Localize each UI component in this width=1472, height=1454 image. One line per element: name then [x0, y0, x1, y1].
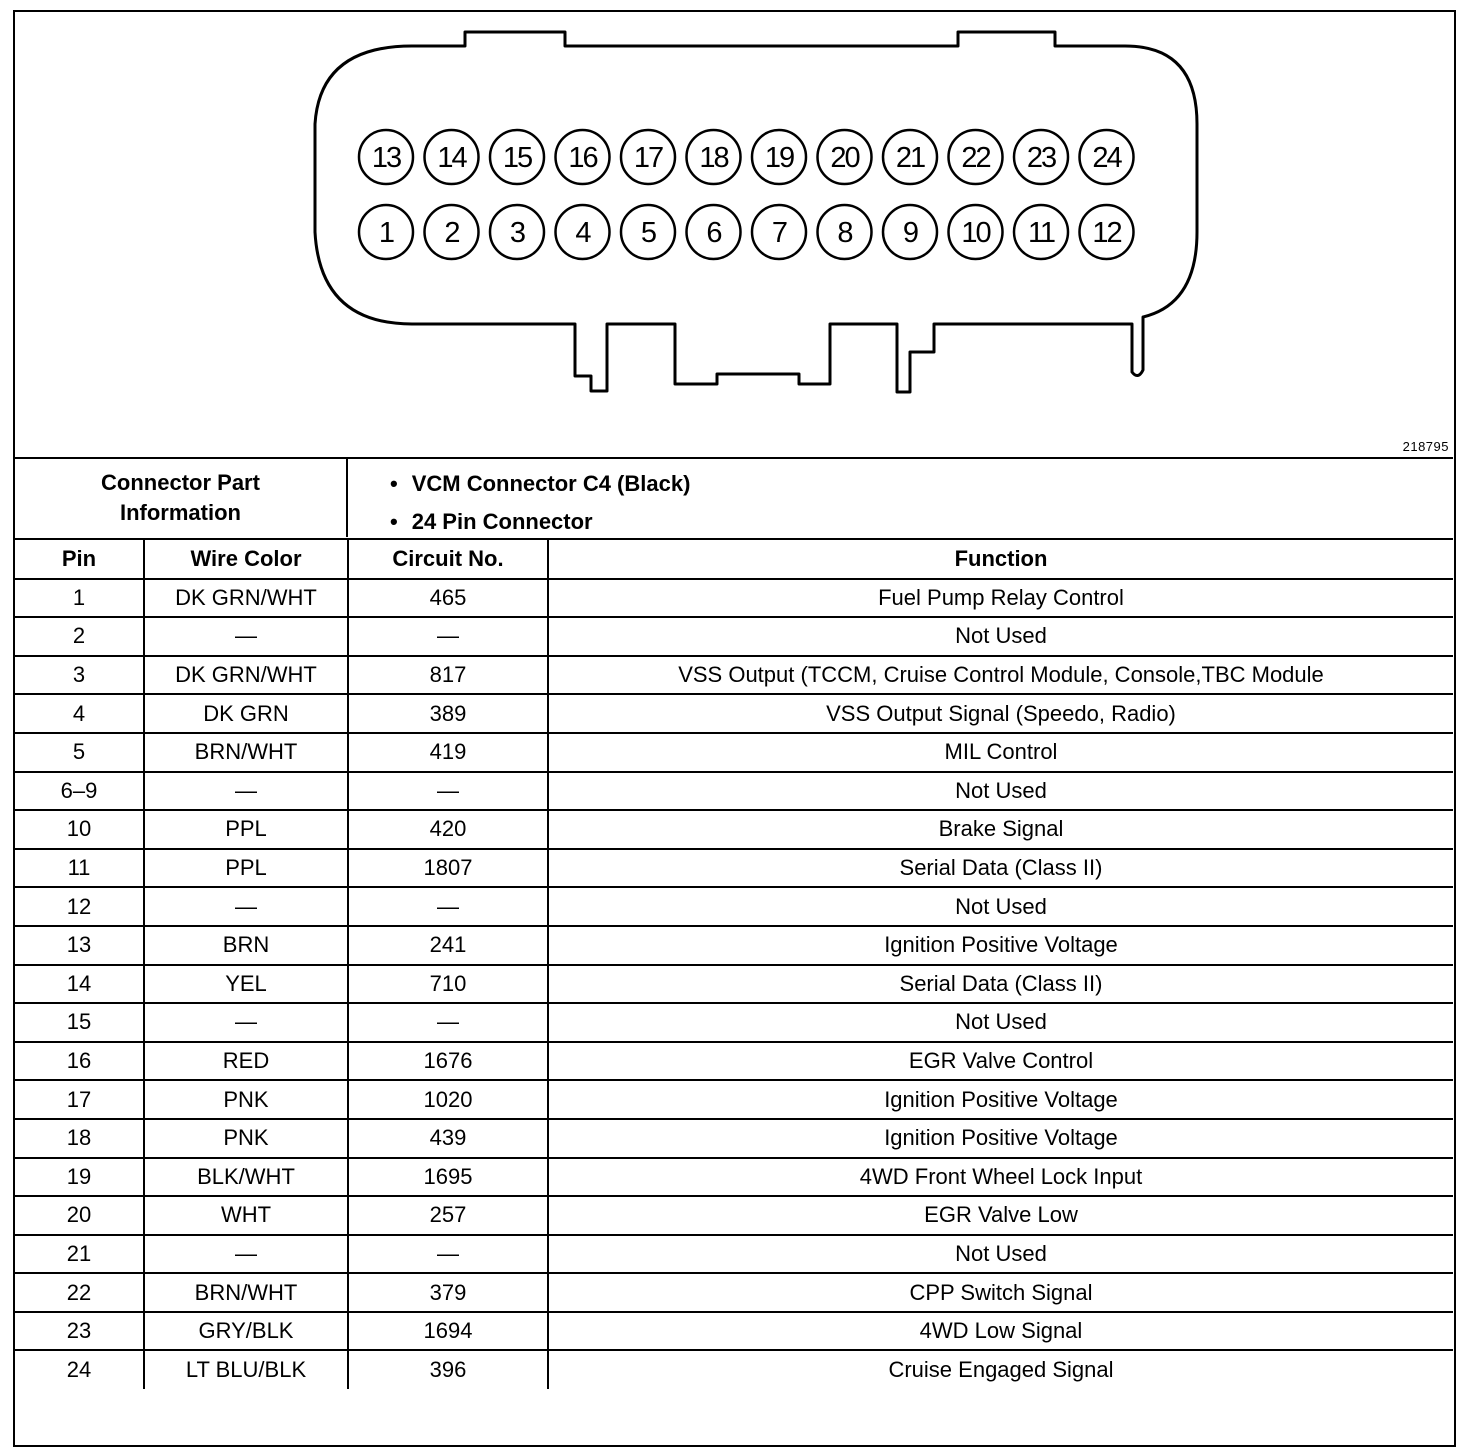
table-row [15, 694, 1453, 733]
cell-pin: 12 [15, 887, 144, 926]
cell-circuit-no: — [348, 1235, 548, 1274]
pin-number: 11 [1027, 217, 1055, 249]
table-row [15, 1273, 1453, 1312]
pin-number: 1 [378, 217, 394, 249]
cell-wire-color: YEL [144, 965, 348, 1004]
cell-circuit-no: 465 [348, 579, 548, 618]
pin-23 [1014, 130, 1068, 184]
cell-wire-color: BLK/WHT [144, 1158, 348, 1197]
table-row [15, 926, 1453, 965]
pin-10 [949, 205, 1003, 259]
pin-number: 19 [764, 142, 794, 174]
cell-circuit-no: — [348, 772, 548, 811]
cell-pin: 21 [15, 1235, 144, 1274]
cell-wire-color: PNK [144, 1080, 348, 1119]
connector-pinout-sheet [13, 10, 1456, 1447]
cell-pin: 22 [15, 1273, 144, 1312]
pin-number: 20 [830, 142, 859, 174]
cell-pin: 4 [15, 694, 144, 733]
info-bullet-connector-name: • VCM Connector C4 (Black) [390, 465, 690, 503]
pin-11 [1014, 205, 1068, 259]
cell-wire-color: DK GRN [144, 694, 348, 733]
cell-pin: 14 [15, 965, 144, 1004]
connector-info-bullets [390, 465, 690, 541]
pin-2 [425, 205, 479, 259]
table-row [15, 733, 1453, 772]
cell-wire-color: — [144, 772, 348, 811]
cell-function: Not Used [548, 1003, 1453, 1042]
connector-drawing [15, 12, 1453, 457]
header-pin: Pin [15, 540, 144, 579]
table-row [15, 1003, 1453, 1042]
cell-wire-color: — [144, 1003, 348, 1042]
cell-pin: 23 [15, 1312, 144, 1351]
cell-function: Ignition Positive Voltage [548, 1119, 1453, 1158]
cell-pin: 17 [15, 1080, 144, 1119]
cell-function: Not Used [548, 1235, 1453, 1274]
cell-wire-color: BRN/WHT [144, 1273, 348, 1312]
cell-pin: 5 [15, 733, 144, 772]
table-row [15, 617, 1453, 656]
cell-function: VSS Output (TCCM, Cruise Control Module, Console,TBC Module [548, 656, 1453, 695]
cell-function: EGR Valve Control [548, 1042, 1453, 1081]
table-row [15, 1235, 1453, 1274]
cell-function: Ignition Positive Voltage [548, 926, 1453, 965]
cell-wire-color: PPL [144, 810, 348, 849]
pin-8 [818, 205, 872, 259]
pin-1 [359, 205, 413, 259]
cell-circuit-no: 420 [348, 810, 548, 849]
cell-function: CPP Switch Signal [548, 1273, 1453, 1312]
cell-pin: 6–9 [15, 772, 144, 811]
cell-circuit-no: — [348, 1003, 548, 1042]
header-function: Function [548, 540, 1453, 579]
cell-pin: 1 [15, 579, 144, 618]
cell-pin: 15 [15, 1003, 144, 1042]
pin-21 [883, 130, 937, 184]
table-row [15, 1350, 1453, 1389]
table-row [15, 810, 1453, 849]
cell-function: Serial Data (Class II) [548, 965, 1453, 1004]
cell-function: Not Used [548, 772, 1453, 811]
pin-number: 16 [568, 142, 597, 174]
cell-function: VSS Output Signal (Speedo, Radio) [548, 694, 1453, 733]
cell-circuit-no: 241 [348, 926, 548, 965]
cell-wire-color: — [144, 1235, 348, 1274]
pin-number: 6 [706, 217, 721, 249]
figure-id: 218795 [1402, 439, 1449, 454]
cell-function: Fuel Pump Relay Control [548, 579, 1453, 618]
table-row [15, 1080, 1453, 1119]
cell-circuit-no: 1695 [348, 1158, 548, 1197]
pin-number: 21 [895, 142, 925, 174]
pinout-table [15, 540, 1453, 1389]
cell-circuit-no: 419 [348, 733, 548, 772]
cell-pin: 3 [15, 656, 144, 695]
table-row [15, 1119, 1453, 1158]
pin-3 [490, 205, 544, 259]
cell-pin: 11 [15, 849, 144, 888]
cell-pin: 2 [15, 617, 144, 656]
cell-circuit-no: — [348, 617, 548, 656]
cell-function: 4WD Front Wheel Lock Input [548, 1158, 1453, 1197]
pin-19 [752, 130, 806, 184]
pin-number: 23 [1026, 142, 1056, 174]
pin-number: 9 [902, 217, 918, 249]
cell-pin: 24 [15, 1350, 144, 1389]
cell-function: MIL Control [548, 733, 1453, 772]
cell-wire-color: DK GRN/WHT [144, 656, 348, 695]
pin-number: 17 [633, 142, 663, 174]
pin-number: 4 [575, 217, 590, 249]
pin-20 [818, 130, 872, 184]
cell-function: Not Used [548, 617, 1453, 656]
pin-number: 8 [837, 217, 852, 249]
pin-number: 18 [699, 142, 728, 174]
pin-15 [490, 130, 544, 184]
header-wire-color: Wire Color [144, 540, 348, 579]
table-row [15, 1042, 1453, 1081]
cell-wire-color: BRN/WHT [144, 733, 348, 772]
connector-outline [315, 32, 1197, 392]
cell-pin: 16 [15, 1042, 144, 1081]
pin-24 [1080, 130, 1134, 184]
cell-circuit-no: 817 [348, 656, 548, 695]
cell-circuit-no: 257 [348, 1196, 548, 1235]
cell-wire-color: PPL [144, 849, 348, 888]
table-row [15, 1158, 1453, 1197]
connector-face-diagram [15, 12, 1453, 459]
info-bullet-pin-count: • 24 Pin Connector [390, 503, 690, 541]
table-row [15, 579, 1453, 618]
pin-number: 12 [1092, 217, 1121, 249]
pin-number: 10 [961, 217, 990, 249]
pin-number: 2 [444, 217, 459, 249]
cell-function: 4WD Low Signal [548, 1312, 1453, 1351]
info-label-line1: Connector Part [101, 470, 260, 495]
pin-18 [687, 130, 741, 184]
table-header-row [15, 540, 1453, 579]
cell-circuit-no: 1694 [348, 1312, 548, 1351]
cell-wire-color: — [144, 887, 348, 926]
pin-number: 24 [1092, 142, 1121, 174]
cell-wire-color: DK GRN/WHT [144, 579, 348, 618]
cell-circuit-no: 439 [348, 1119, 548, 1158]
info-label-line2: Information [119, 500, 241, 525]
pin-number: 13 [371, 142, 401, 174]
cell-pin: 13 [15, 926, 144, 965]
table-row [15, 656, 1453, 695]
pin-13 [359, 130, 413, 184]
cell-wire-color: GRY/BLK [144, 1312, 348, 1351]
cell-function: Not Used [548, 887, 1453, 926]
cell-circuit-no: 396 [348, 1350, 548, 1389]
cell-function: Cruise Engaged Signal [548, 1350, 1453, 1389]
pin-number: 14 [437, 142, 466, 174]
table-row [15, 887, 1453, 926]
cell-pin: 18 [15, 1119, 144, 1158]
cell-circuit-no: 1807 [348, 849, 548, 888]
cell-circuit-no: 389 [348, 694, 548, 733]
cell-pin: 10 [15, 810, 144, 849]
cell-circuit-no: 1676 [348, 1042, 548, 1081]
cell-function: Brake Signal [548, 810, 1453, 849]
cell-wire-color: LT BLU/BLK [144, 1350, 348, 1389]
pin-14 [425, 130, 479, 184]
cell-circuit-no: — [348, 887, 548, 926]
table-row [15, 965, 1453, 1004]
cell-wire-color: WHT [144, 1196, 348, 1235]
cell-pin: 20 [15, 1196, 144, 1235]
pin-12 [1080, 205, 1134, 259]
cell-wire-color: — [144, 617, 348, 656]
pin-7 [752, 205, 806, 259]
pin-17 [621, 130, 675, 184]
cell-circuit-no: 379 [348, 1273, 548, 1312]
cell-wire-color: BRN [144, 926, 348, 965]
pin-number: 15 [502, 142, 532, 174]
cell-wire-color: PNK [144, 1119, 348, 1158]
cell-wire-color: RED [144, 1042, 348, 1081]
pin-number: 22 [961, 142, 990, 174]
pin-5 [621, 205, 675, 259]
pin-16 [556, 130, 610, 184]
connector-part-info-label [15, 459, 348, 537]
cell-function: Ignition Positive Voltage [548, 1080, 1453, 1119]
table-row [15, 772, 1453, 811]
pin-6 [687, 205, 741, 259]
table-row [15, 1312, 1453, 1351]
connector-part-info [15, 459, 1453, 540]
pin-9 [883, 205, 937, 259]
table-row [15, 1196, 1453, 1235]
table-row [15, 849, 1453, 888]
pin-number: 7 [771, 217, 787, 249]
cell-circuit-no: 1020 [348, 1080, 548, 1119]
pin-number: 5 [640, 217, 656, 249]
cell-function: Serial Data (Class II) [548, 849, 1453, 888]
pin-number: 3 [509, 217, 525, 249]
header-circuit-no: Circuit No. [348, 540, 548, 579]
cell-function: EGR Valve Low [548, 1196, 1453, 1235]
pin-4 [556, 205, 610, 259]
cell-pin: 19 [15, 1158, 144, 1197]
pin-22 [949, 130, 1003, 184]
cell-circuit-no: 710 [348, 965, 548, 1004]
